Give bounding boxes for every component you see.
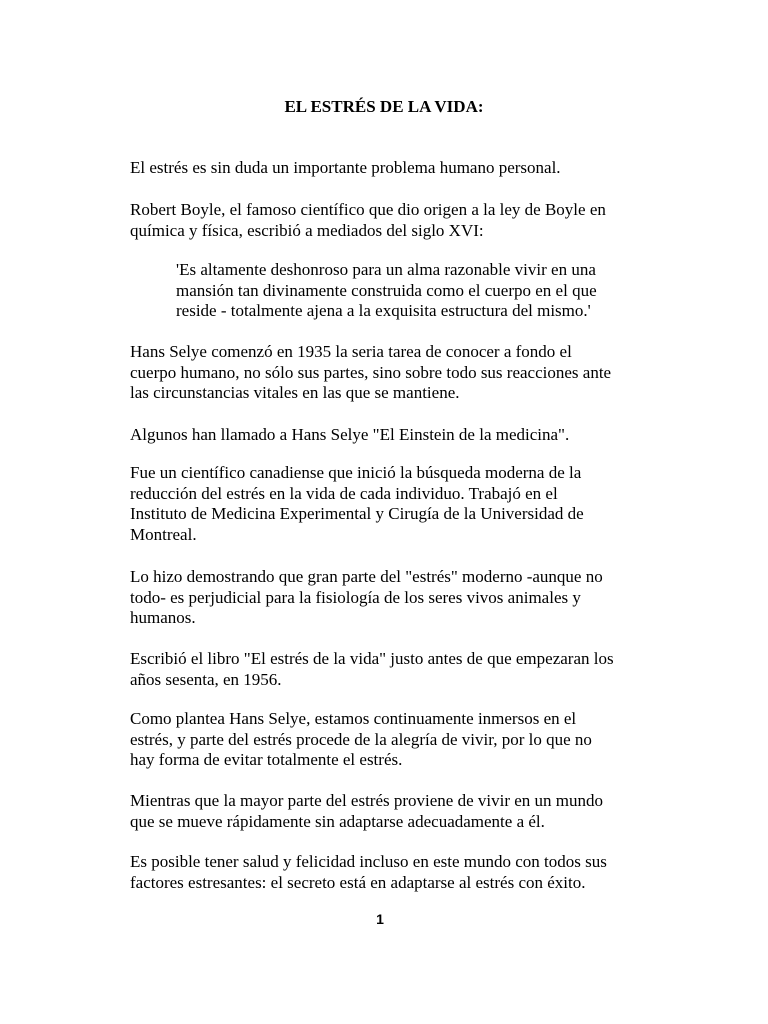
text-line: Escribió el libro "El estrés de la vida" justo antes de que empezaran los (130, 649, 614, 668)
text-line: reducción del estrés en la vida de cada individuo. Trabajó en el (130, 483, 558, 503)
paragraph (130, 567, 650, 629)
text-line: todo- es perjudicial para la fisiología de los seres vivos animales y (130, 587, 581, 607)
text-line: Lo hizo demostrando que gran parte del "estrés" moderno -aunque no (130, 567, 603, 586)
text-line: humanos. (130, 608, 196, 628)
text-line: Robert Boyle, el famoso científico que dio origen a la ley de Boyle en (130, 200, 606, 219)
text-line: Hans Selye comenzó en 1935 la seria tarea de conocer a fondo el (130, 342, 572, 361)
text-line: años sesenta, en 1956. (130, 669, 282, 689)
text-line: factores estresantes: el secreto está en adaptarse al estrés con éxito. (130, 872, 586, 892)
text-line: reside - totalmente ajena a la exquisita estructura del mismo.' (176, 301, 591, 321)
page-number: 1 (376, 911, 384, 927)
text-line: Como plantea Hans Selye, estamos continuamente inmersos en el (130, 709, 577, 728)
text-line: Fue un científico canadiense que inició la búsqueda moderna de la (130, 463, 582, 482)
text-line: cuerpo humano, no sólo sus partes, sino sobre todo sus reacciones ante (130, 362, 612, 382)
paragraph (130, 709, 650, 771)
paragraph (130, 342, 650, 404)
paragraph (130, 852, 650, 893)
text-line: Mientras que la mayor parte del estrés proviene de vivir en un mundo (130, 791, 604, 810)
text-line: mansión tan divinamente construida como el cuerpo en el que (176, 280, 597, 300)
text-line: Montreal. (130, 524, 197, 544)
paragraph (130, 649, 650, 690)
text-line: 'Es altamente deshonroso para un alma razonable vivir en una (176, 260, 596, 279)
paragraph (130, 463, 650, 545)
text-line: Instituto de Medicina Experimental y Cirugía de la Universidad de (130, 504, 584, 524)
page-title: EL ESTRÉS DE LA VIDA: (284, 97, 484, 116)
text-line: que se mueve rápidamente sin adaptarse adecuadamente a él. (130, 811, 545, 831)
text-line: Es posible tener salud y felicidad incluso en este mundo con todos sus (130, 852, 607, 871)
text-line: El estrés es sin duda un importante problema humano personal. (130, 158, 561, 177)
text-line: las circunstancias vitales en las que se mantiene. (130, 383, 460, 403)
paragraph (130, 791, 650, 832)
paragraph (130, 200, 650, 241)
text-line: Algunos han llamado a Hans Selye "El Einstein de la medicina". (130, 425, 570, 444)
text-line: hay forma de evitar totalmente el estrés. (130, 750, 403, 770)
block-quote (176, 260, 656, 322)
paragraph (130, 425, 650, 446)
paragraph (130, 158, 650, 179)
text-line: química y física, escribió a mediados del siglo XVI: (130, 220, 484, 240)
text-line: estrés, y parte del estrés procede de la alegría de vivir, por lo que no (130, 729, 592, 749)
